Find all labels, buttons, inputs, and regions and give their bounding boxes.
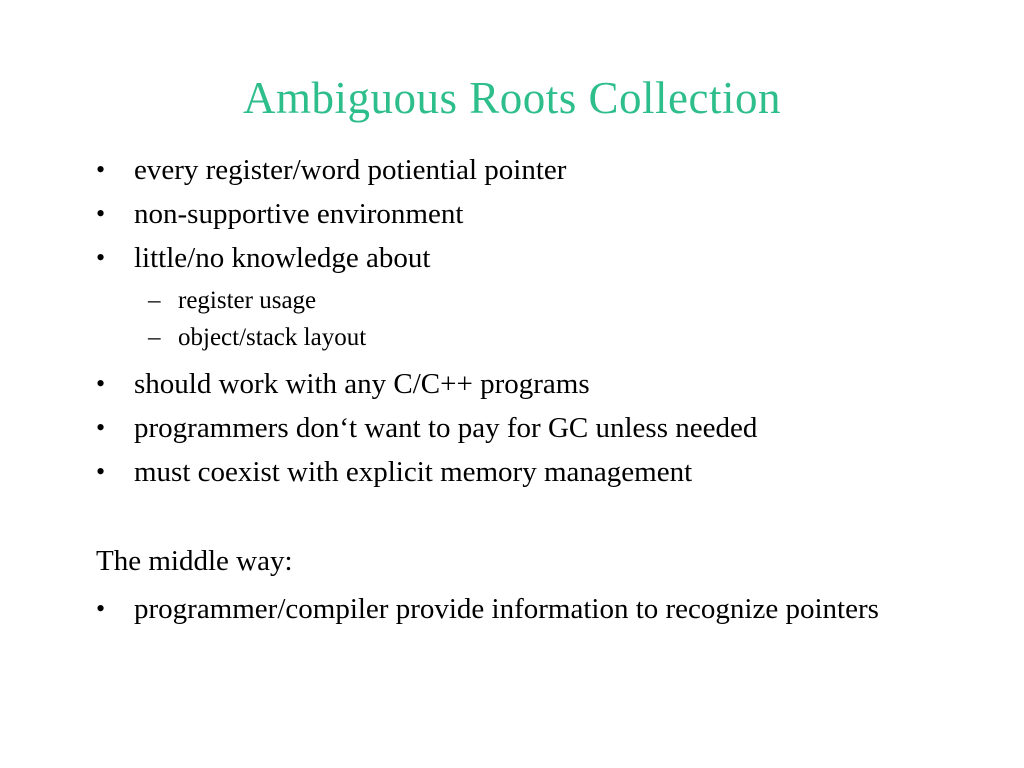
middle-way-label: The middle way: (96, 545, 293, 577)
bullet-icon: • (96, 369, 106, 398)
dash-icon: – (148, 324, 161, 351)
bullet-text: should work with any C/C++ programs (134, 368, 590, 400)
sub-bullet-item (96, 319, 924, 356)
bullet-item (96, 150, 924, 190)
dash-icon: – (148, 287, 161, 314)
bullet-icon: • (96, 594, 106, 623)
bullet-item (96, 589, 924, 629)
bullet-text: programmer/compiler provide information to recognize pointers (134, 593, 879, 625)
bullet-icon: • (96, 243, 106, 272)
bullet-item (96, 364, 924, 404)
slide-body (96, 150, 924, 633)
bullet-text: little/no knowledge about (134, 242, 431, 274)
bullet-icon: • (96, 199, 106, 228)
sub-bullet-item (96, 282, 924, 319)
bullet-text: must coexist with explicit memory management (134, 456, 693, 488)
bullet-icon: • (96, 457, 106, 486)
bullet-item (96, 238, 924, 278)
bullet-text: programmers don‘t want to pay for GC unless needed (134, 412, 758, 444)
bullet-text: every register/word potiential pointer (134, 154, 567, 186)
bullet-text: non-supportive environment (134, 198, 464, 230)
bullet-item (96, 194, 924, 234)
slide-title: Ambiguous Roots Collection (242, 73, 781, 123)
bullet-item (96, 408, 924, 448)
sub-bullet-text: object/stack layout (178, 324, 367, 351)
bullet-icon: • (96, 413, 106, 442)
sub-bullet-text: register usage (178, 287, 317, 314)
bullet-icon: • (96, 155, 106, 184)
bullet-item (96, 452, 924, 492)
